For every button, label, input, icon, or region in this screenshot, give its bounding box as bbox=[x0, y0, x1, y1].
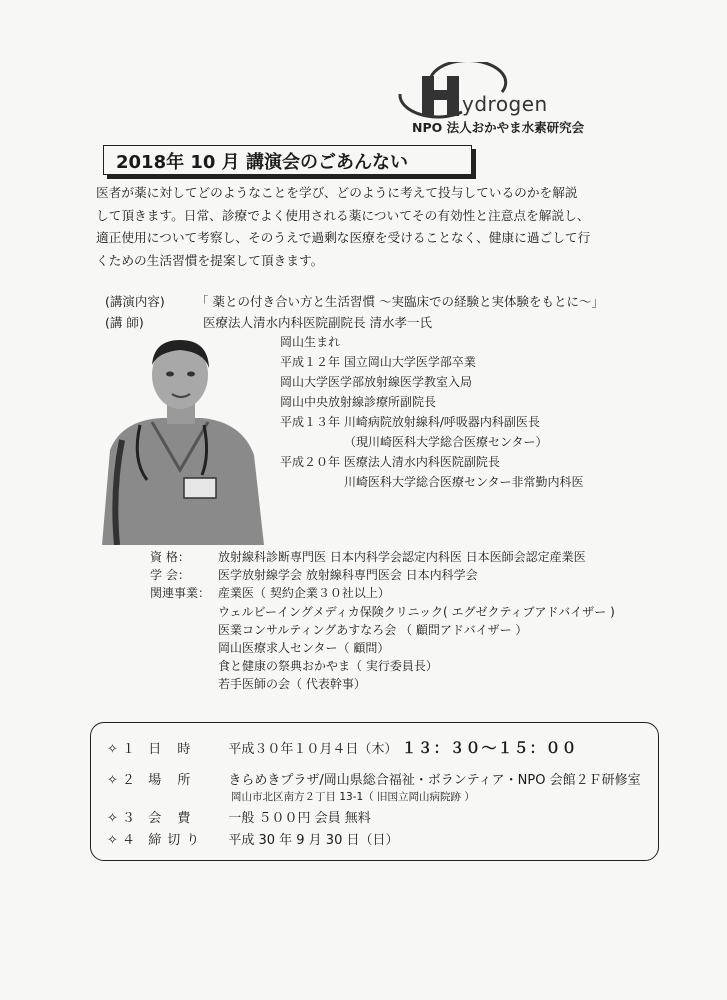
info-number: ２ bbox=[122, 773, 136, 788]
speaker-career bbox=[280, 332, 584, 492]
career-line: 岡山大学医学部放射線医学教室入局 bbox=[280, 375, 473, 389]
intro-paragraph: 医者が薬に対してどのようなことを学び、どのように考えて投与しているのかを解説 して頂きます。日常、診療でよく使用される薬についてその有効性と注意点を解説し、 適正使用について考察し、そのうえで過剰な医療を受けることなく、健康に過ごして行 くための生活習慣を提案して頂きます。 bbox=[96, 185, 591, 268]
qualification-row bbox=[150, 566, 615, 584]
bullet-icon: ✧ bbox=[107, 773, 118, 788]
speaker-value: 医療法人清水内科医院副院長 清水孝一氏 bbox=[203, 315, 432, 330]
career-line: 川崎医科大学総合医療センター非常勤内科医 bbox=[344, 475, 584, 489]
qualification-key bbox=[150, 621, 218, 639]
qualification-key: 関連事業： bbox=[150, 586, 211, 601]
info-row-fee bbox=[107, 807, 371, 826]
qualification-row bbox=[150, 548, 615, 566]
bullet-icon: ✧ bbox=[107, 833, 118, 848]
speaker-photo bbox=[92, 330, 267, 545]
qualification-key bbox=[150, 675, 218, 693]
career-line: 平成２０年 医療法人清水内科医院副院長 bbox=[280, 455, 500, 469]
lecture-content-label: (講演内容) bbox=[105, 294, 165, 309]
qualifications-list bbox=[150, 548, 615, 694]
qualification-value: 食と健康の祭典おかやま（ 実行委員長） bbox=[218, 659, 438, 674]
qualification-value: ウェルビーイングメディカ保険クリニック( エグゼクティブアドバイザー ) bbox=[218, 604, 615, 619]
career-line: 岡山生まれ bbox=[280, 335, 341, 349]
qualification-row bbox=[150, 675, 615, 693]
bullet-icon: ✧ bbox=[107, 742, 118, 757]
organization-name: NPO 法人おかやま水素研究会 bbox=[412, 120, 585, 135]
qualification-row bbox=[150, 639, 615, 657]
page-title: 2018年 10 月 講演会のごあんない bbox=[116, 152, 408, 173]
info-row-venue bbox=[107, 769, 641, 788]
bullet-icon: ✧ bbox=[107, 811, 118, 826]
title-box bbox=[103, 145, 472, 175]
career-line: （現川崎医科大学総合医療センター） bbox=[344, 435, 548, 449]
qualification-row bbox=[150, 621, 615, 639]
logo-wordmark: ydrogen bbox=[462, 92, 548, 116]
career-line: 平成１３年 川崎病院放射線科/呼吸器内科副医長 bbox=[280, 415, 540, 429]
venue-address: 岡山市北区南方２丁目 13-1（ 旧国立岡山病院跡 ） bbox=[231, 791, 475, 803]
career-line: 岡山中央放射線診療所副院長 bbox=[280, 395, 437, 409]
info-label: 場 所 bbox=[148, 773, 197, 788]
qualification-key: 学 会： bbox=[150, 568, 190, 583]
speaker-label: (講 師) bbox=[105, 315, 144, 330]
career-line: 平成１２年 国立岡山大学医学部卒業 bbox=[280, 355, 476, 369]
info-label: 締切り bbox=[148, 833, 206, 848]
event-info-box bbox=[90, 722, 659, 861]
event-time: １３：３０～１５：００ bbox=[401, 739, 578, 757]
qualification-value: 岡山医療求人センター（ 顧問） bbox=[218, 640, 390, 655]
qualification-value: 医学放射線学会 放射線科専門医会 日本内科学会 bbox=[218, 568, 478, 583]
qualification-value: 放射線科診断専門医 日本内科学会認定内科医 日本医師会認定産業医 bbox=[218, 550, 586, 564]
organization-logo bbox=[392, 62, 612, 142]
event-date: 平成３０年１０月４日（木） bbox=[228, 742, 398, 757]
event-fee: 一般 ５００円 会員 無料 bbox=[228, 811, 371, 826]
qualification-key bbox=[150, 603, 218, 621]
info-row-deadline bbox=[107, 829, 398, 848]
info-label: 会 費 bbox=[148, 811, 197, 826]
qualification-key bbox=[150, 657, 218, 675]
info-number: １ bbox=[122, 742, 136, 757]
qualification-row bbox=[150, 657, 615, 675]
qualification-key: 資 格： bbox=[150, 550, 190, 564]
info-row-datetime bbox=[107, 737, 578, 758]
qualification-row bbox=[150, 603, 615, 621]
info-number: ４ bbox=[122, 833, 136, 848]
qualification-value: 若手医師の会（ 代表幹事） bbox=[218, 677, 366, 692]
event-deadline: 平成 30 年 9 月 30 日（日） bbox=[228, 833, 399, 848]
event-venue: きらめきプラザ/岡山県総合福祉・ボランティア・NPO 会館２Ｆ研修室 bbox=[228, 773, 641, 788]
info-number: ３ bbox=[122, 811, 136, 826]
qualification-value: 産業医（ 契約企業３０社以上） bbox=[218, 586, 390, 601]
qualification-key bbox=[150, 639, 218, 657]
lecture-content-value: 「 薬との付き合い方と生活習慣 ～実臨床での経験と実体験をもとに～」 bbox=[196, 294, 604, 309]
qualification-value: 医業コンサルティングあすなろ会 （ 顧問アドバイザー ） bbox=[218, 622, 528, 637]
info-label: 日 時 bbox=[148, 742, 197, 757]
qualification-row bbox=[150, 584, 615, 602]
